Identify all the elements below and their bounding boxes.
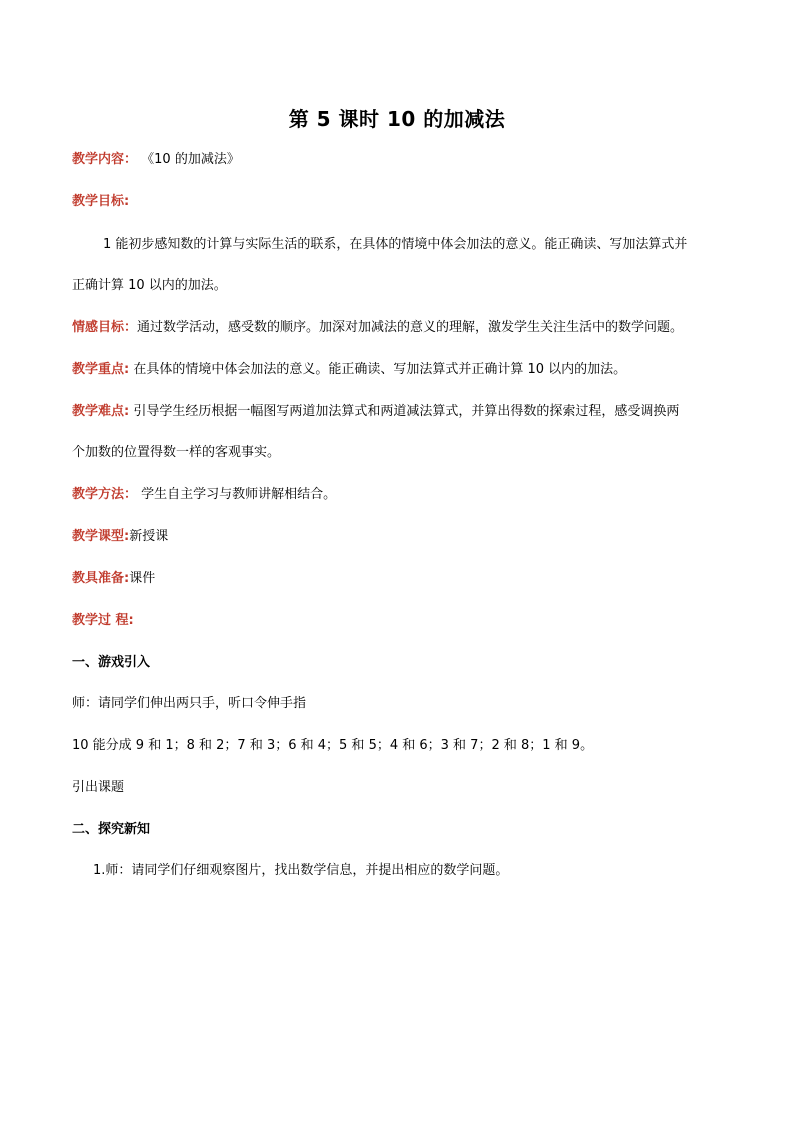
section-heading-2: 二、探究新知 [72, 822, 151, 837]
tools-text: 课件 [129, 571, 156, 586]
lesson-type-label: 教学课型: [72, 529, 130, 544]
teaching-goal-line-1: 1 能初步感知数的计算与实际生活的联系，在具体的情境中体会加法的意义。能正确读、写加法算式并 [103, 237, 688, 252]
teaching-goal-line-2: 正确计算 10 以内的加法。 [72, 278, 227, 293]
key-point-text: 在具体的情境中体会加法的意义。能正确读、写加法算式并正确计算 10 以内的加法。 [129, 362, 627, 377]
teacher-instruction-2: 1.师：请同学们仔细观察图片，找出数学信息，并提出相应的数学问题。 [93, 863, 509, 878]
process-label: 教学过 程: [72, 613, 134, 628]
key-point-row [72, 361, 732, 379]
teacher-instruction-1: 师：请同学们伸出两只手，听口令伸手指 [72, 696, 307, 711]
emotion-goal-label: 情感目标： [72, 320, 138, 335]
difficulty-text: 引导学生经历根据一幅图写两道加法算式和两道减法算式，并算出得数的探索过程，感受调换两 [129, 404, 680, 419]
tools-row [72, 570, 732, 588]
emotion-goal-text: 通过数学活动，感受数的顺序。加深对加减法的意义的理解，激发学生关注生活中的数学问题。 [137, 320, 684, 335]
teaching-content-row [72, 151, 732, 169]
difficulty-line-2: 个加数的位置得数一样的客观事实。 [72, 445, 281, 460]
method-row [72, 486, 732, 504]
method-text: 学生自主学习与教师讲解相结合。 [137, 487, 337, 502]
lesson-type-row [72, 528, 732, 546]
section-heading-1: 一、游戏引入 [72, 655, 151, 670]
intro-topic-line: 引出课题 [72, 780, 125, 795]
method-label: 教学方法： [72, 487, 138, 502]
teaching-goal-row [72, 193, 732, 211]
tools-label: 教具准备: [72, 571, 130, 586]
lesson-type-text: 新授课 [129, 529, 169, 544]
teaching-content-label: 教学内容： [72, 152, 138, 167]
emotion-goal-row [72, 319, 732, 337]
teaching-content-text: 《10 的加减法》 [137, 152, 240, 167]
difficulty-row [72, 403, 732, 421]
teaching-goal-label: 教学目标: [72, 194, 130, 209]
key-point-label: 教学重点: [72, 362, 130, 377]
number-split-line: 10 能分成 9 和 1；8 和 2；7 和 3；6 和 4；5 和 5；4 和 6；3 和 7；2 和 8；1 和 9。 [72, 738, 594, 753]
difficulty-label: 教学难点: [72, 404, 130, 419]
process-row [72, 612, 732, 630]
page-title: 第 5 课时 10 的加减法 [288, 107, 506, 131]
